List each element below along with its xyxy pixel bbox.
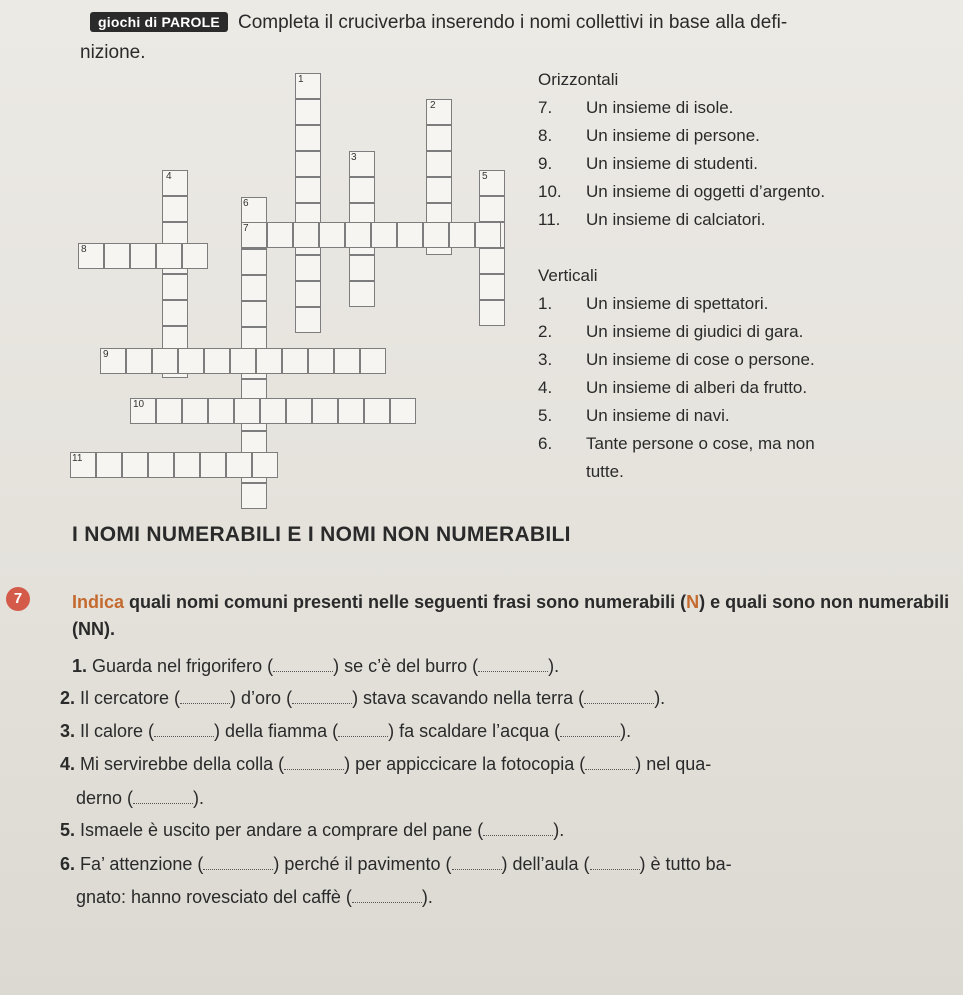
- verticali-heading: Verticali: [538, 266, 598, 285]
- answer-blank[interactable]: [292, 689, 352, 704]
- crossword-number: 1: [298, 74, 304, 85]
- sentence-6-cont: gnato: hanno rovesciato del caffè ( ).: [76, 887, 433, 907]
- answer-blank[interactable]: [560, 722, 620, 737]
- crossword-cell[interactable]: [479, 300, 505, 326]
- crossword-cell[interactable]: [426, 125, 452, 151]
- crossword-number: 11: [72, 453, 83, 464]
- answer-blank[interactable]: [352, 888, 422, 903]
- crossword-cell[interactable]: [295, 99, 321, 125]
- crossword-cell[interactable]: [241, 249, 267, 275]
- crossword-cell[interactable]: [178, 348, 204, 374]
- clue-verticale: 1. Un insieme di spettatori.: [538, 294, 769, 313]
- crossword-cell[interactable]: [286, 398, 312, 424]
- crossword-cell[interactable]: [479, 274, 505, 300]
- clue-verticale: 5. Un insieme di navi.: [538, 406, 730, 425]
- crossword-cell[interactable]: [308, 348, 334, 374]
- crossword-cell[interactable]: [426, 177, 452, 203]
- crossword-number: 7: [243, 223, 249, 234]
- crossword-cell[interactable]: [252, 452, 278, 478]
- crossword-cell[interactable]: [397, 222, 423, 248]
- answer-blank[interactable]: [584, 689, 654, 704]
- answer-blank[interactable]: [284, 755, 344, 770]
- crossword-cell[interactable]: [345, 222, 371, 248]
- clue-orizzontale: 7. Un insieme di isole.: [538, 98, 734, 117]
- exercise-instruction: Indica quali nomi comuni presenti nelle seguenti frasi sono numerabili (N) e quali sono non numerabili (NN).: [72, 592, 950, 639]
- exercise-number-badge: 7: [6, 587, 30, 611]
- crossword-cell[interactable]: [360, 348, 386, 374]
- crossword-cell[interactable]: [364, 398, 390, 424]
- crossword-number: 2: [430, 100, 436, 111]
- intro-text-cont: nizione.: [80, 42, 146, 63]
- crossword-cell[interactable]: [371, 222, 397, 248]
- crossword-number: 10: [133, 399, 145, 410]
- crossword-cell[interactable]: [182, 398, 208, 424]
- clue-orizzontale: 9. Un insieme di studenti.: [538, 154, 758, 173]
- crossword-cell[interactable]: [260, 398, 286, 424]
- answer-blank[interactable]: [338, 722, 388, 737]
- crossword-cell[interactable]: [449, 222, 475, 248]
- crossword-cell[interactable]: [126, 348, 152, 374]
- crossword-number: 9: [103, 349, 109, 360]
- sentence-3: 3. Il calore ( ) della fiamma ( ) fa scaldare l’acqua ( ).: [60, 721, 632, 741]
- sentence-5: 5. Ismaele è uscito per andare a comprare del pane ( ).: [60, 820, 565, 840]
- crossword-grid: [0, 0, 540, 500]
- answer-blank[interactable]: [154, 722, 214, 737]
- sentence-6: 6. Fa’ attenzione ( ) perché il pavimento ( ) dell’aula ( ) è tutto ba-: [60, 854, 732, 874]
- clue-orizzontale: 10. Un insieme di oggetti d’argento.: [538, 182, 826, 201]
- crossword-cell[interactable]: [312, 398, 338, 424]
- crossword-cell[interactable]: [241, 483, 267, 509]
- crossword-cell[interactable]: [479, 248, 505, 274]
- answer-blank[interactable]: [180, 689, 230, 704]
- crossword-cell[interactable]: [152, 348, 178, 374]
- crossword-cell[interactable]: [96, 452, 122, 478]
- crossword-cell[interactable]: [426, 151, 452, 177]
- crossword-cell[interactable]: [423, 222, 449, 248]
- sentence-2: 2. Il cercatore ( ) d’oro ( ) stava scavando nella terra ( ).: [60, 688, 666, 708]
- crossword-cell[interactable]: [208, 398, 234, 424]
- crossword-cell[interactable]: [338, 398, 364, 424]
- crossword-cell[interactable]: [234, 398, 260, 424]
- crossword-cell[interactable]: [295, 281, 321, 307]
- crossword-cell[interactable]: [295, 255, 321, 281]
- crossword-cell[interactable]: [148, 452, 174, 478]
- giochi-di-parole-badge: giochi di PAROLE: [90, 12, 228, 32]
- crossword-cell[interactable]: [475, 222, 501, 248]
- crossword-cell[interactable]: [162, 274, 188, 300]
- intro-text: Completa il cruciverba inserendo i nomi collettivi in base alla defi-: [238, 12, 788, 33]
- crossword-cell[interactable]: [182, 243, 208, 269]
- crossword-cell[interactable]: [162, 196, 188, 222]
- crossword-cell[interactable]: [267, 222, 293, 248]
- crossword-cell[interactable]: [282, 348, 308, 374]
- crossword-cell[interactable]: [122, 452, 148, 478]
- crossword-number: 3: [351, 152, 357, 163]
- answer-blank[interactable]: [590, 855, 640, 870]
- crossword-cell[interactable]: [319, 222, 345, 248]
- clue-orizzontale: 8. Un insieme di persone.: [538, 126, 760, 145]
- crossword-cell[interactable]: [226, 452, 252, 478]
- crossword-cell[interactable]: [200, 452, 226, 478]
- crossword-cell[interactable]: [174, 452, 200, 478]
- crossword-cell[interactable]: [241, 275, 267, 301]
- crossword-cell[interactable]: [295, 307, 321, 333]
- crossword-cell[interactable]: [295, 151, 321, 177]
- clue-verticale: 4. Un insieme di alberi da frutto.: [538, 378, 808, 397]
- crossword-number: 5: [482, 171, 488, 182]
- clue-verticale: 6. Tante persone o cose, ma non: [538, 434, 815, 453]
- crossword-cell[interactable]: [162, 300, 188, 326]
- crossword-cell[interactable]: [349, 281, 375, 307]
- crossword-cell[interactable]: [156, 243, 182, 269]
- crossword-cell[interactable]: [479, 196, 505, 222]
- crossword-cell[interactable]: [241, 301, 267, 327]
- crossword-cell[interactable]: [295, 177, 321, 203]
- answer-blank[interactable]: [273, 657, 333, 672]
- crossword-cell[interactable]: [349, 177, 375, 203]
- answer-blank[interactable]: [483, 821, 553, 836]
- clues-panel: [538, 66, 958, 486]
- section-title: I NOMI NUMERABILI E I NOMI NON NUMERABILI: [72, 523, 571, 546]
- answer-blank[interactable]: [203, 855, 273, 870]
- crossword-number: 6: [243, 198, 249, 209]
- sentence-4-cont: derno ( ).: [76, 788, 205, 808]
- crossword-cell[interactable]: [156, 398, 182, 424]
- answer-blank[interactable]: [133, 789, 193, 804]
- crossword-cell[interactable]: [230, 348, 256, 374]
- crossword-cell[interactable]: [130, 243, 156, 269]
- clue-verticale-cont: tutte.: [586, 462, 624, 481]
- clue-verticale: 2. Un insieme di giudici di gara.: [538, 322, 804, 341]
- crossword-cell[interactable]: [334, 348, 360, 374]
- answer-blank[interactable]: [478, 657, 548, 672]
- sentence-4: 4. Mi servirebbe della colla ( ) per appiccicare la fotocopia ( ) nel qua-: [60, 754, 712, 774]
- orizzontali-heading: Orizzontali: [538, 70, 619, 89]
- clue-orizzontale: 11. Un insieme di calciatori.: [538, 210, 766, 229]
- crossword-cell[interactable]: [295, 125, 321, 151]
- clue-verticale: 3. Un insieme di cose o persone.: [538, 350, 815, 369]
- crossword-cell[interactable]: [256, 348, 282, 374]
- crossword-cell[interactable]: [390, 398, 416, 424]
- crossword-number: 4: [166, 171, 172, 182]
- answer-blank[interactable]: [585, 755, 635, 770]
- crossword-cell[interactable]: [293, 222, 319, 248]
- crossword-cell[interactable]: [349, 255, 375, 281]
- crossword-cell[interactable]: [104, 243, 130, 269]
- crossword-number: 8: [81, 244, 87, 255]
- crossword-cell[interactable]: [204, 348, 230, 374]
- answer-blank[interactable]: [452, 855, 502, 870]
- sentence-1: 1. Guarda nel frigorifero ( ) se c’è del burro ( ).: [72, 656, 560, 676]
